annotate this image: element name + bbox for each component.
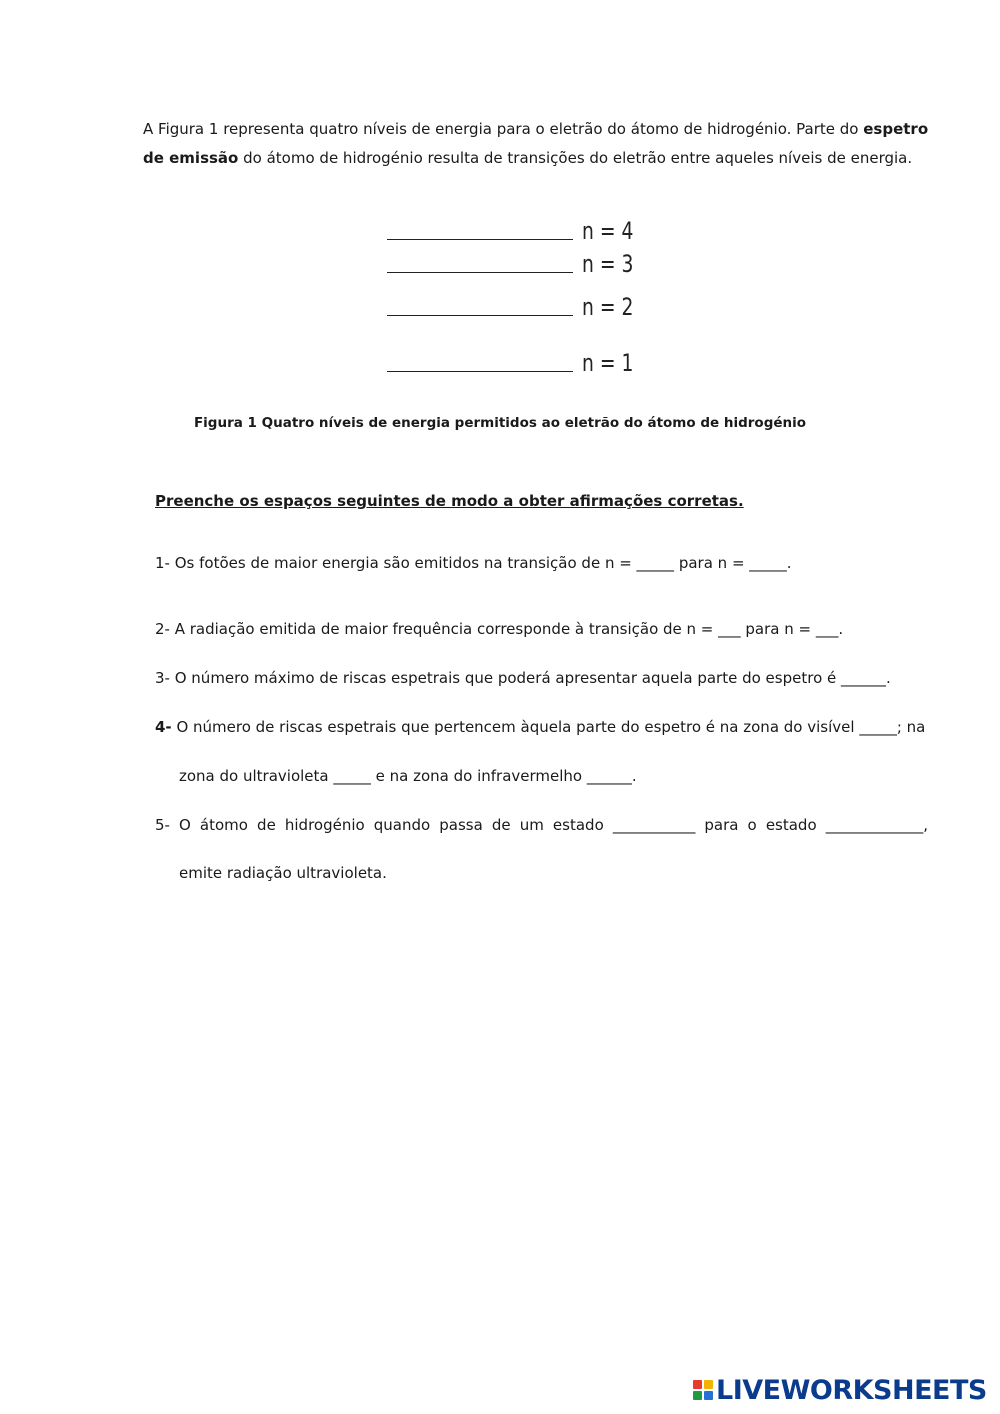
intro-text-1: A Figura 1 representa quatro níveis de energia para o eletrão do átomo de hidrogénio. Parte do — [143, 120, 864, 138]
energy-level-label: n = 3 — [582, 250, 634, 278]
energy-level-3 — [385, 250, 655, 280]
question-4-number: 4- — [155, 718, 172, 736]
intro-bold-term: espetro de emissão — [143, 120, 929, 167]
energy-level-line — [387, 371, 573, 372]
energy-level-label: n = 1 — [582, 349, 634, 377]
energy-level-label: n = 2 — [582, 293, 634, 321]
energy-level-line — [387, 239, 573, 240]
intro-paragraph — [143, 115, 943, 173]
instruction-heading: Preenche os espaços seguintes de modo a obter afirmações corretas. — [155, 492, 744, 510]
figure-caption: Figura 1 Quatro níveis de energia permitidos ao eletrão do átomo de hidrogénio — [193, 415, 807, 431]
liveworksheets-logo — [693, 1376, 987, 1404]
energy-level-line — [387, 315, 573, 316]
energy-levels-figure — [385, 214, 655, 384]
question-3: 3- O número máximo de riscas espetrais que poderá apresentar aquela parte do espetro é ______. — [155, 669, 891, 687]
energy-level-line — [387, 272, 573, 273]
question-4 — [155, 718, 925, 736]
energy-level-label: n = 4 — [582, 217, 634, 245]
energy-level-1 — [385, 349, 655, 379]
question-5-line-2: emite radiação ultravioleta. — [179, 864, 387, 882]
energy-level-4 — [385, 217, 655, 247]
intro-text-2: do átomo de hidrogénio resulta de transições do eletrão entre aqueles níveis de energia. — [238, 149, 913, 167]
question-4-line-2: zona do ultravioleta _____ e na zona do infravermelho ______. — [179, 767, 637, 785]
question-2: 2- A radiação emitida de maior frequência corresponde à transição de n = ___ para n = ___. — [155, 620, 844, 638]
logo-text: LIVEWORKSHEETS — [716, 1374, 987, 1406]
logo-grid-icon — [693, 1380, 713, 1400]
question-4-line-1: O número de riscas espetrais que pertencem àquela parte do espetro é na zona do visível _____; na — [171, 718, 926, 736]
question-1: 1- Os fotões de maior energia são emitidos na transição de n = _____ para n = _____. — [155, 554, 792, 572]
question-5: 5- O átomo de hidrogénio quando passa de um estado ___________ para o estado _____________, — [155, 816, 928, 834]
energy-level-2 — [385, 293, 655, 323]
